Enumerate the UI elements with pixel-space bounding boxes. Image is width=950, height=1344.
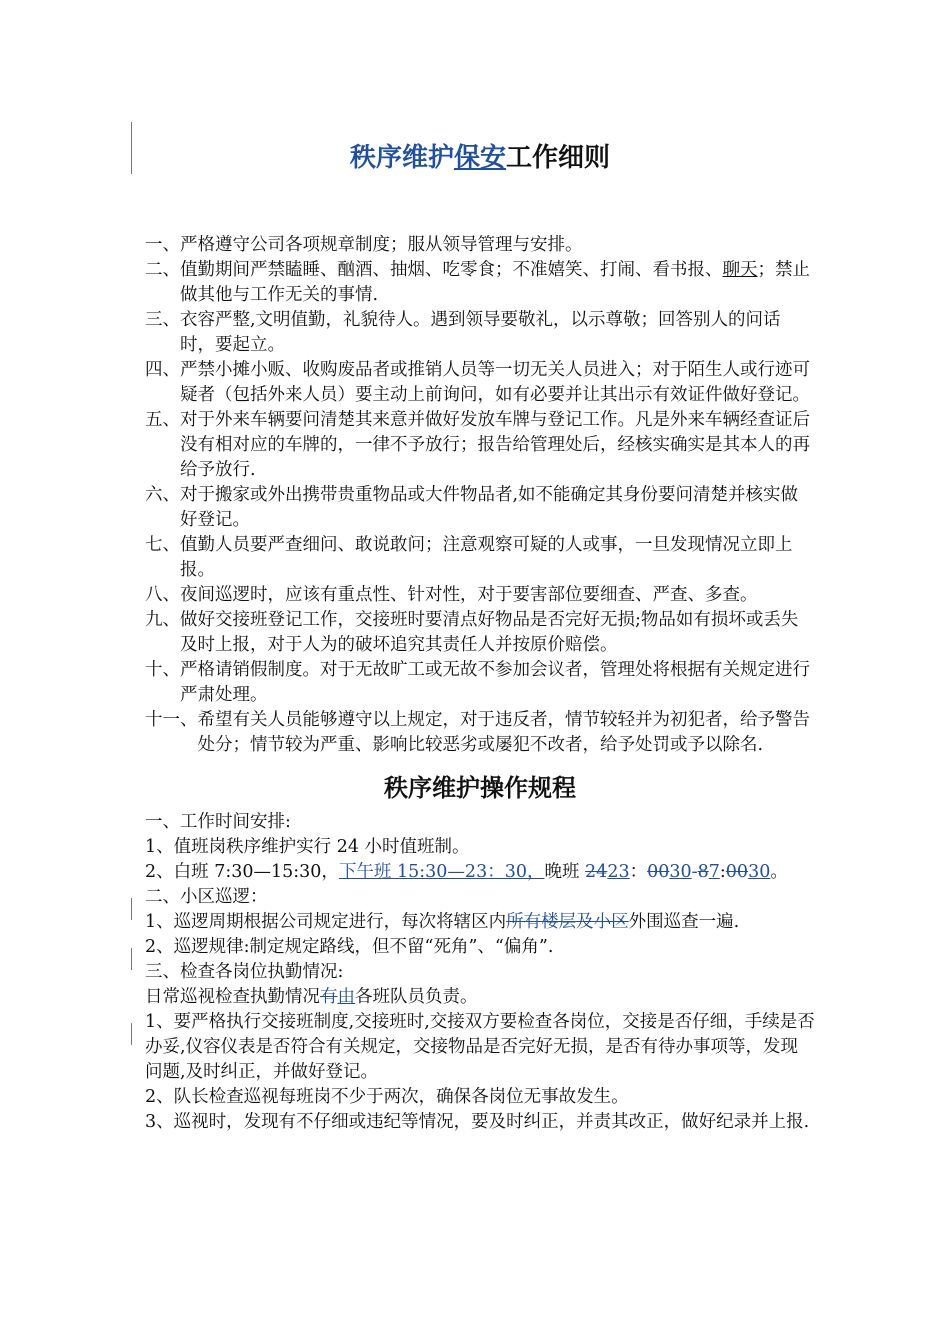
paragraph: 1、要严格执行交接班制度,交接班时,交接双方要检查各岗位，交接是否仔细，手续是否办妥,仪容仪表是否符合有关规定，交接物品是否完好无损，是否有待办事项等，发现问题,及时纠正，并做好登记。 — [145, 1012, 815, 1082]
text-part: : — [719, 862, 726, 882]
rule-item — [145, 358, 815, 408]
heading-inspection: 三、检查各岗位执勤情况: — [145, 962, 344, 982]
rule-text-underlined: 聊天 — [722, 260, 758, 280]
document-title — [145, 138, 815, 178]
rule-number: 一、 — [145, 235, 180, 255]
text-part: 。 — [770, 862, 788, 882]
rule-number: 四、 — [145, 360, 180, 380]
rule-item — [145, 233, 815, 258]
rule-item — [145, 308, 815, 358]
rule-number: 九、 — [145, 610, 180, 630]
text-part: ： — [629, 862, 648, 882]
text-part: 晚班 — [544, 862, 586, 882]
rule-text-part: 值勤期间严禁瞌睡、酗酒、抽烟、吃零食；不准嬉笑、打闹、看书报、 — [180, 260, 723, 280]
rule-item — [145, 583, 815, 608]
rule-text: 夜间巡逻时，应该有重点性、针对性，对于要害部位要细查、严查、多查。 — [180, 585, 758, 605]
text-part: - — [691, 862, 698, 882]
paragraph: 2、队长检查巡视每班岗不少于两次，确保各岗位无事故发生。 — [145, 1087, 629, 1107]
section-title: 秩序维护操作规程 — [384, 774, 576, 802]
rule-text: 严格请销假制度。对于无故旷工或无故不参加会议者，管理处将根据有关规定进行严肃处理。 — [180, 660, 810, 705]
paragraph-shifts — [145, 860, 815, 885]
text-part: 各班队员负责。 — [355, 987, 478, 1007]
paragraph: 3、巡视时，发现有不仔细或违纪等情况，要及时纠正，并责其改正，做好纪录并上报. — [145, 1112, 810, 1132]
change-bar — [131, 898, 132, 920]
inserted-text: 下午班 15:30—23：30， — [338, 862, 545, 882]
rule-item — [145, 658, 815, 708]
heading-work-time: 一、工作时间安排: — [145, 812, 291, 832]
paragraph: 2、巡逻规律:制定规定路线，但不留“死角”、“偏角”. — [145, 937, 554, 957]
rule-number: 七、 — [145, 535, 180, 555]
inserted-text: 30 — [669, 862, 692, 882]
inserted-text: 由 — [337, 987, 355, 1007]
rule-number: 五、 — [145, 410, 180, 430]
paragraph — [145, 910, 815, 935]
document-page — [145, 120, 815, 1135]
deleted-text: 24 — [585, 862, 608, 882]
rule-text: 对于外来车辆要问清楚其来意并做好发放车牌与登记工作。凡是外来车辆经查证后没有相对应的车牌的，一律不予放行；报告给管理处后，经核实确实是其本人的再给予放行. — [180, 410, 810, 480]
rule-text: 值勤人员要严查细问、敢说敢问；注意观察可疑的人或事，一旦发现情况立即上报。 — [180, 535, 793, 580]
inserted-text: 30 — [748, 862, 771, 882]
rule-text: 对于搬家或外出携带贵重物品或大件物品者,如不能确定其身份要问清楚并核实做好登记。 — [180, 485, 799, 530]
rule-number: 六、 — [145, 485, 180, 505]
rule-text: 希望有关人员能够遵守以上规定，对于违反者，情节较轻并为初犯者，给予警告处分；情节较为严重、影响比较恶劣或屡犯不改者，给予处罚或予以除名. — [197, 710, 810, 755]
heading-patrol: 二、小区巡逻： — [145, 887, 268, 907]
deleted-text: 有 — [320, 987, 338, 1007]
rule-item — [145, 258, 815, 308]
rule-text: 衣容严整,文明值勤，礼貌待人。遇到领导要敬礼，以示尊敬；回答别人的问话时，要起立。 — [180, 310, 781, 355]
rules-list — [145, 233, 815, 758]
inserted-text: 23 — [607, 862, 630, 882]
rule-text-part: ；禁止做其他与工作无关的事情. — [180, 260, 810, 305]
change-bar — [131, 122, 132, 174]
text-part: 2、白班 7:30—15:30， — [145, 862, 339, 882]
rule-item — [145, 408, 815, 483]
text-part: 日常巡视检查执勤情况 — [145, 987, 320, 1007]
rule-number: 八、 — [145, 585, 180, 605]
rule-number: 三、 — [145, 310, 180, 330]
paragraph: 1、值班岗秩序维护实行 24 小时值班制。 — [145, 837, 470, 857]
rule-item — [145, 483, 815, 533]
rule-text: 严禁小摊小贩、收购废品者或推销人员等一切无关人员进入；对于陌生人或行迹可疑者（包括外来人员）要主动上前询问，如有必要并让其出示有效证件做好登记。 — [180, 360, 810, 405]
change-bar — [131, 1023, 132, 1045]
deleted-text: 所有楼层及小区 — [506, 912, 629, 932]
title-text: 工作细则 — [506, 143, 611, 173]
deleted-text: 00 — [725, 862, 749, 882]
text-part: 1、巡逻周期根据公司规定进行，每次将辖区内 — [145, 912, 507, 932]
change-bar — [131, 948, 132, 970]
rule-text — [180, 258, 815, 308]
rule-item — [145, 708, 815, 758]
rule-text: 做好交接班登记工作，交接班时要清点好物品是否完好无损;物品如有损坏或丢失及时上报，对于人为的破坏追究其责任人并按原价赔偿。 — [180, 610, 799, 655]
deleted-text: 8 — [697, 862, 709, 882]
inserted-text: 7 — [708, 862, 720, 882]
title-revised-part: 秩序维护 — [349, 143, 454, 173]
rule-item — [145, 608, 815, 658]
rule-text: 严格遵守公司各项规章制度；服从领导管理与安排。 — [180, 235, 583, 255]
rule-number: 二、 — [145, 260, 180, 280]
paragraph — [145, 985, 815, 1010]
text-part: 外围巡查一遍. — [628, 912, 740, 932]
rule-number: 十一、 — [145, 710, 198, 730]
title-inserted-text: 保安 — [453, 143, 506, 173]
rule-item — [145, 533, 815, 583]
rule-number: 十、 — [145, 660, 180, 680]
deleted-text: 00 — [647, 862, 670, 882]
